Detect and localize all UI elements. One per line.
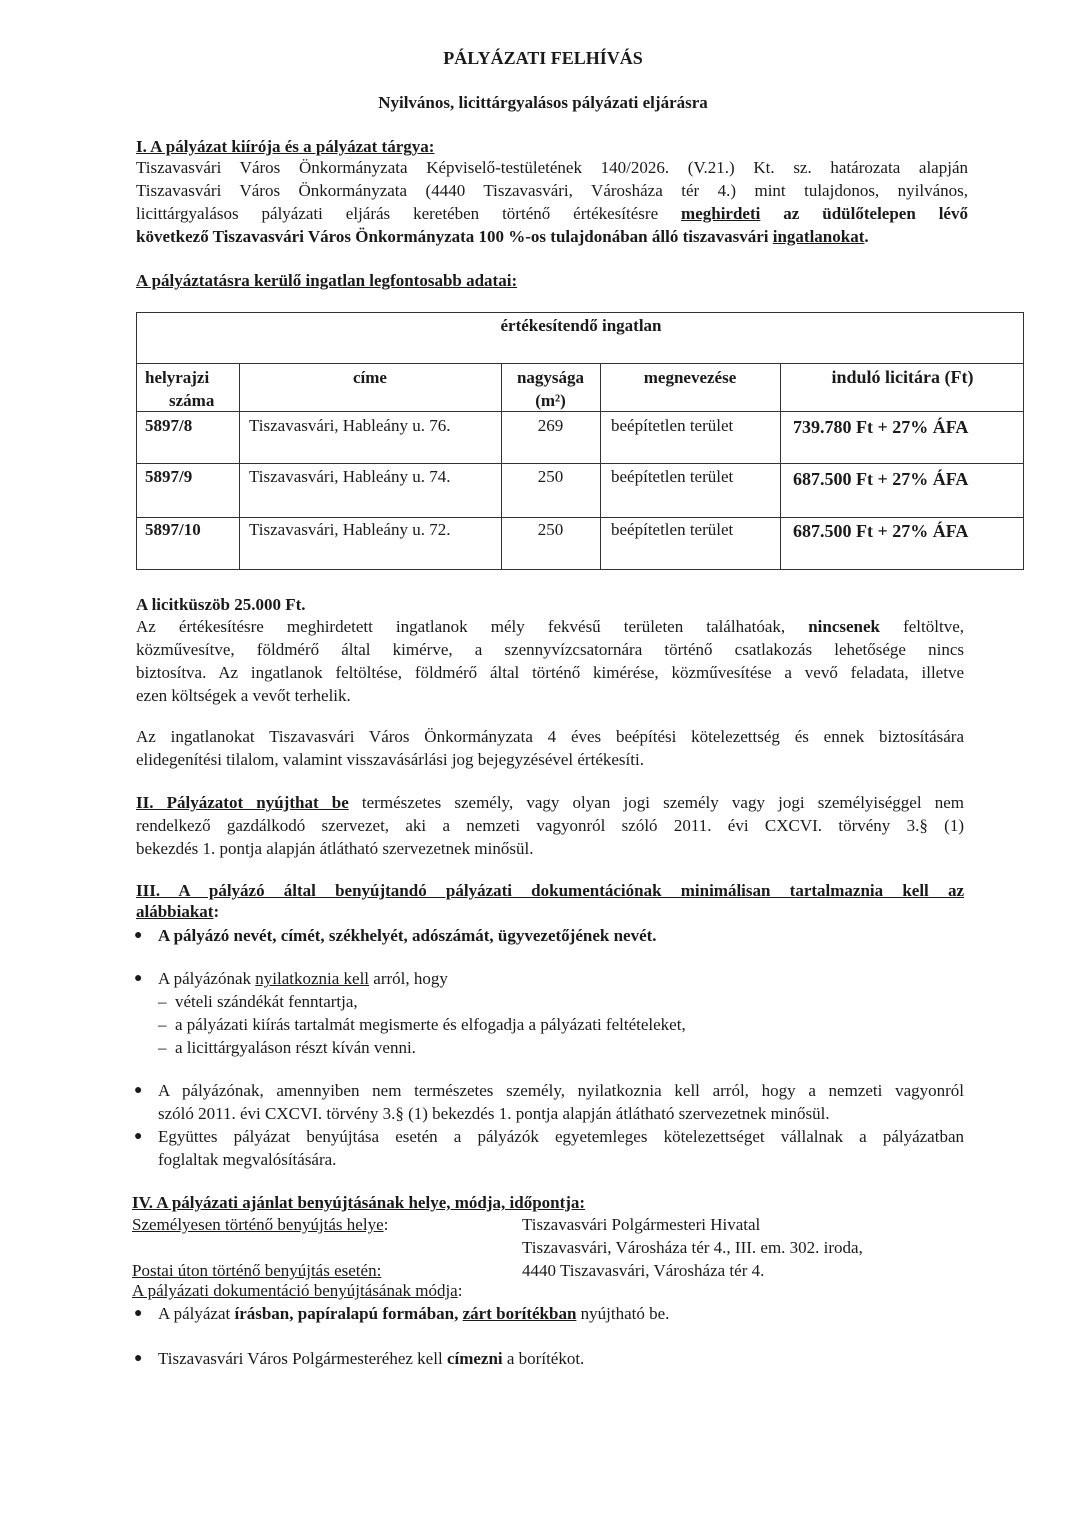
list-item-text xyxy=(158,968,448,989)
dash-icon: – xyxy=(158,1038,175,1057)
list-item-text xyxy=(158,1348,584,1369)
property-table xyxy=(136,312,1024,570)
table-cell-hrsz: 5897/8 xyxy=(145,416,193,435)
list-item-text: A pályázó nevét, címét, székhelyét, adószámát, ügyvezetőjének nevét. xyxy=(158,926,657,945)
text-run: A pályázat xyxy=(158,1304,235,1323)
bullet-icon: ● xyxy=(134,1351,143,1366)
dash-item xyxy=(158,991,358,1012)
list-item-text: A pályázónak, amennyiben nem természetes személy, nyilatkoznia kell arról, hogy a nemzeti vagyonról xyxy=(158,1081,964,1100)
table-rule xyxy=(137,411,1023,412)
section-2-line: rendelkező gazdálkodó szervezet, aki a nemzeti vagyonról szóló 2011. évi CXCVI. törvény 3.§ (1) xyxy=(136,816,964,835)
table-rule xyxy=(780,363,781,570)
text-run: nyújtható be. xyxy=(576,1304,670,1323)
text-run: feltöltve, xyxy=(880,617,964,636)
table-cell-type: beépítetlen terület xyxy=(611,467,734,486)
table-cell-address: Tiszavasvári, Hableány u. 74. xyxy=(249,467,451,486)
text-run: : xyxy=(383,1215,389,1234)
bullet-icon: ● xyxy=(134,1083,143,1098)
bullet-icon: ● xyxy=(134,928,143,943)
postal-submission-label: Postai úton történő benyújtás esetén: xyxy=(132,1261,382,1280)
list-item-text xyxy=(158,1303,669,1324)
table-rule xyxy=(137,517,1023,518)
text-run: licittárgyalásos pályázati eljárás keretében történő értékesítésre xyxy=(136,204,682,223)
personal-submission-value: Tiszavasvári, Városháza tér 4., III. em. 302. iroda, xyxy=(522,1238,863,1257)
text-run: Személyesen történő benyújtás helye xyxy=(132,1215,384,1234)
column-header: induló licitára (Ft) xyxy=(831,367,974,387)
table-cell-hrsz: 5897/10 xyxy=(145,520,201,539)
column-header: megnevezése xyxy=(643,368,737,387)
table-cell-type: beépítetlen terület xyxy=(611,416,734,435)
text-run: meghirdeti xyxy=(681,204,761,223)
table-cell-hrsz: 5897/9 xyxy=(145,467,193,486)
paragraph-line: ezen költségek a vevőt terhelik. xyxy=(136,686,351,705)
section-2-line xyxy=(136,792,964,813)
text-run: természetes személy, vagy olyan jogi személy vagy jogi személyiséggel nem xyxy=(348,793,964,812)
paragraph-line xyxy=(136,616,964,637)
text-run: az üdülőtelepen lévő xyxy=(760,204,968,223)
text-run: Tiszavasvári Város Polgármesteréhez kell xyxy=(158,1349,447,1368)
text-run: nincsenek xyxy=(808,617,881,636)
column-header: száma xyxy=(169,391,215,410)
text-run: zárt borítékban xyxy=(462,1304,577,1323)
text-run: A pályázati dokumentáció benyújtásának módja xyxy=(132,1281,458,1300)
table-group-header: értékesítendő ingatlan xyxy=(500,316,662,335)
table-cell-type: beépítetlen terület xyxy=(611,520,734,539)
table-rule xyxy=(239,363,240,570)
column-header: nagysága xyxy=(516,368,585,387)
dash-item xyxy=(158,1037,416,1058)
text-run: : xyxy=(213,902,220,921)
section-2-heading: II. Pályázatot nyújthat be xyxy=(136,793,349,812)
dash-icon: – xyxy=(158,992,175,1011)
section-1-line xyxy=(136,203,968,224)
dash-icon: – xyxy=(158,1015,175,1034)
dash-item-text: vételi szándékát fenntartja, xyxy=(175,992,358,1011)
licit-threshold: A licitküszöb 25.000 Ft. xyxy=(136,595,306,614)
paragraph-line: közművesítve, földmérő által kimérve, a szennyvízcsatornára történő csatlakozás lehetősége nincs xyxy=(136,640,964,659)
personal-submission-value: Tiszavasvári Polgármesteri Hivatal xyxy=(522,1215,761,1234)
column-header: helyrajzi xyxy=(145,368,210,387)
table-cell-size: 250 xyxy=(537,520,564,539)
text-run: alábbiakat xyxy=(136,902,214,921)
table-cell-price: 687.500 Ft + 27% ÁFA xyxy=(793,521,969,541)
table-cell-size: 250 xyxy=(537,467,564,486)
paragraph-line: Az ingatlanokat Tiszavasvári Város Önkormányzata 4 éves beépítési kötelezettség és ennek biztosítására xyxy=(136,727,964,746)
section-1-line: Tiszavasvári Város Önkormányzata (4440 Tiszavasvári, Városháza tér 4.) mint tulajdonos, nyilvános, xyxy=(136,181,968,200)
table-cell-address: Tiszavasvári, Hableány u. 76. xyxy=(249,416,451,435)
table-cell-price: 739.780 Ft + 27% ÁFA xyxy=(793,417,969,437)
column-header: (m²) xyxy=(535,391,566,410)
column-header: címe xyxy=(353,368,387,387)
paragraph-line: biztosítva. Az ingatlanok feltöltése, földmérő által történő kimérése, közművesítése a vevő feladata, illetve xyxy=(136,663,964,682)
dash-item xyxy=(158,1014,686,1035)
section-4-heading: IV. A pályázati ajánlat benyújtásának helye, módja, időpontja: xyxy=(132,1193,586,1212)
dash-item-text: a licittárgyaláson részt kíván venni. xyxy=(175,1038,416,1057)
list-item-text: Együttes pályázat benyújtása esetén a pályázók egyetemleges kötelezettséget vállalnak a pályázatban xyxy=(158,1127,964,1146)
text-run: A pályázónak xyxy=(158,969,256,988)
table-rule xyxy=(600,363,601,570)
submission-mode-label xyxy=(132,1280,462,1301)
section-3-heading: III. A pályázó által benyújtandó pályázati dokumentációnak minimálisan tartalmaznia kell az xyxy=(136,881,964,900)
page-subtitle: Nyilvános, licittárgyalásos pályázati eljárásra xyxy=(378,93,708,112)
table-cell-address: Tiszavasvári, Hableány u. 72. xyxy=(249,520,451,539)
bullet-icon: ● xyxy=(134,1129,143,1144)
text-run: következő Tiszavasvári Város Önkormányzata 100 %-os tulajdonában álló tiszavasvári xyxy=(136,227,773,246)
table-rule xyxy=(137,363,1023,364)
text-run: Az értékesítésre meghirdetett ingatlanok mély fekvésű területen találhatóak, xyxy=(136,617,809,636)
section-1-line xyxy=(136,226,976,247)
table-rule xyxy=(137,463,1023,464)
section-1-heading: I. A pályázat kiírója és a pályázat tárgya: xyxy=(136,137,435,156)
text-run: . xyxy=(864,227,869,246)
postal-submission-value: 4440 Tiszavasvári, Városháza tér 4. xyxy=(522,1261,765,1280)
section-1-line: Tiszavasvári Város Önkormányzata Képviselő-testületének 140/2026. (V.21.) Kt. sz. határozata alapján xyxy=(136,158,968,177)
list-item-text: szóló 2011. évi CXCVI. törvény 3.§ (1) bekezdés 1. pontja alapján átlátható szervezetnek minősül. xyxy=(158,1104,830,1123)
table-cell-price: 687.500 Ft + 27% ÁFA xyxy=(793,469,969,489)
list-item-text: foglaltak megvalósítására. xyxy=(158,1150,337,1169)
personal-submission-label xyxy=(132,1214,388,1235)
text-run: a borítékot. xyxy=(502,1349,585,1368)
paragraph-line: elidegenítési tilalom, valamint visszavásárlási jog bejegyzésével értékesíti. xyxy=(136,750,644,769)
dash-item-text: a pályázati kiírás tartalmát megismerte és elfogadja a pályázati feltételeket, xyxy=(175,1015,686,1034)
text-run: ingatlanokat xyxy=(772,227,865,246)
bullet-icon: ● xyxy=(134,1306,143,1321)
text-run: : xyxy=(457,1281,463,1300)
bullet-icon: ● xyxy=(134,971,143,986)
page-title: PÁLYÁZATI FELHÍVÁS xyxy=(443,48,643,68)
section-3-heading xyxy=(136,901,219,922)
table-heading: A pályáztatásra kerülő ingatlan legfontosabb adatai: xyxy=(136,271,518,290)
text-run: nyilatkoznia kell xyxy=(255,969,370,988)
text-run: arról, hogy xyxy=(369,969,448,988)
table-cell-size: 269 xyxy=(537,416,564,435)
section-2-line: bekezdés 1. pontja alapján átlátható szervezetnek minősül. xyxy=(136,839,534,858)
text-run: írásban, papíralapú formában, xyxy=(234,1304,463,1323)
text-run: címezni xyxy=(446,1349,503,1368)
